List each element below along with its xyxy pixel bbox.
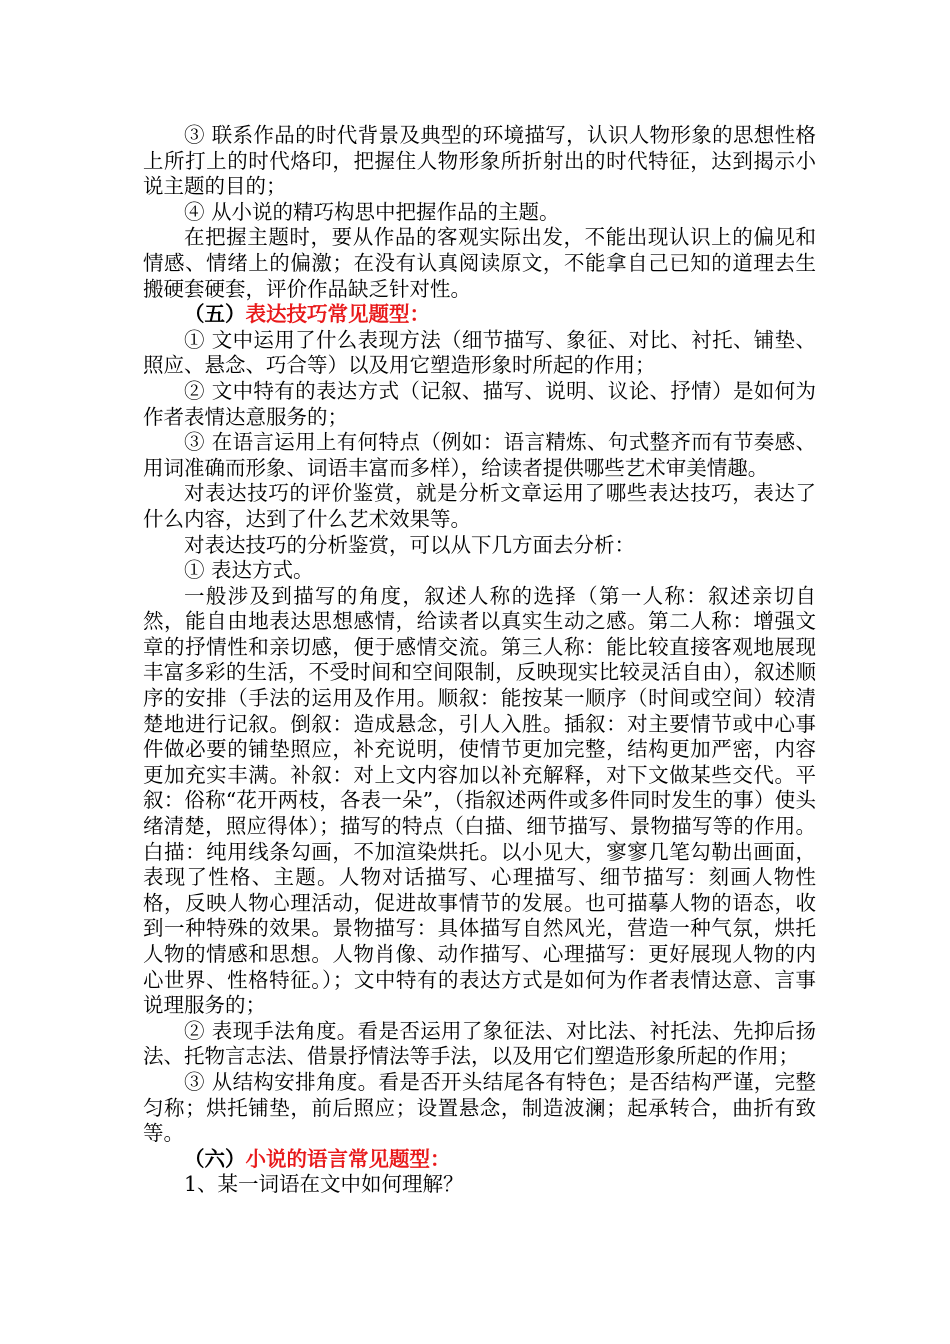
paragraph-theme-grasp: 在把握主题时，要从作品的客观实际出发，不能出现认识上的偏见和情感、情绪上的偏激；在没有认真阅读原文，不能拿自己已知的道理去生搬硬套硬套，评价作品缺乏针对性。 bbox=[143, 225, 816, 301]
paragraph-technique-1: ① 文中运用了什么表现方法（细节描写、象征、对比、衬托、铺垫、照应、悬念、巧合等）以及用它塑造形象时所起的作用； bbox=[143, 327, 816, 378]
paragraph-structure-angle: ③ 从结构安排角度。看是否开头结尾各有特色；是否结构严谨，完整匀称；烘托铺垫，前后照应；设置悬念，制造波澜；起承转合，曲折有致等。 bbox=[143, 1069, 816, 1146]
paragraph-expression-mode: ① 表达方式。 bbox=[184, 558, 314, 583]
paragraph-evaluation: 对表达技巧的评价鉴赏，就是分析文章运用了哪些表达技巧，表达了什么内容，达到了什么艺术效果等。 bbox=[143, 481, 816, 531]
section-heading-5 bbox=[143, 302, 816, 328]
paragraph-expression-detail: 一般涉及到描写的角度，叙述人称的选择（第一人称：叙述亲切自然，能自由地表达思想感情，给读者以真实生动之感。第二人称：增强文章的抒情性和亲切感，便于感情交流。第三人称：能比较直接客观地展现丰富多彩的生活，不受时间和空间限制，反映现实比较灵活自由），叙述顺序的安排（手法的运用及作用。顺叙：能按某一顺序（时间或空间）较清楚地进行记叙。倒叙：造成悬念，引人入胜。插叙：对主要情节或中心事件做必要的铺垫照应，补充说明，使情节更加完整，结构更加严密，内容更加充实丰满。补叙：对上文内容加以补充解释，对下文做某些交代。平叙：俗称“花开两枝，各表一朵”，（指叙述两件或多件同时发生的事）使头绪清楚，照应得体）；描写的特点（白描、细节描写、景物描写等的作用。白描：纯用线条勾画，不加渲染烘托。以小见大，寥寥几笔勾勒出画面，表现了性格、主题。人物对话描写、心理描写、细节描写：刻画人物性格，反映人物心理活动，促进故事情节的发展。也可描摹人物的语态，收到一种特殊的效果。景物描写：具体描写自然风光，营造一种气氛，烘托人物的情感和思想。人物肖像、动作描写、心理描写：更好展现人物的内心世界、性格特征。）；文中特有的表达方式是如何为作者表情达意、言事说理服务的； bbox=[143, 583, 816, 1018]
paragraph-analysis-intro: 对表达技巧的分析鉴赏，可以从下几方面去分析： bbox=[184, 532, 635, 557]
section-heading-5-prefix: （五） bbox=[184, 302, 246, 327]
paragraph-point-3-era: ③ 联系作品的时代背景及典型的环境描写，认识人物形象的思想性格上所打上的时代烙印，把握住人物形象所折射出的时代特征，达到揭示小说主题的目的； bbox=[143, 123, 816, 199]
document-page bbox=[143, 123, 816, 1198]
paragraph-technique-3: ③ 在语言运用上有何特点（例如：语言精炼、句式整齐而有节奏感、用词准确而形象、词语丰富而多样），给读者提供哪些艺术审美情趣。 bbox=[143, 430, 816, 480]
section-heading-6-prefix: （六） bbox=[184, 1146, 246, 1171]
section-heading-6-title: 小说的语言常见题型： bbox=[245, 1146, 451, 1171]
paragraph-technique-angle: ② 表现手法角度。看是否运用了象征法、对比法、衬托法、先抑后扬法、托物言志法、借景抒情法等手法，以及用它们塑造形象所起的作用； bbox=[143, 1018, 816, 1069]
section-heading-5-title: 表达技巧常见题型： bbox=[245, 302, 430, 327]
paragraph-point-4-structure: ④ 从小说的精巧构思中把握作品的主题。 bbox=[184, 199, 560, 224]
paragraph-technique-2: ② 文中特有的表达方式（记叙、描写、说明、议论、抒情）是如何为作者表情达意服务的； bbox=[143, 378, 816, 429]
section-heading-6 bbox=[143, 1147, 816, 1173]
paragraph-language-q1: 1、某一词语在文中如何理解？ bbox=[184, 1172, 464, 1197]
